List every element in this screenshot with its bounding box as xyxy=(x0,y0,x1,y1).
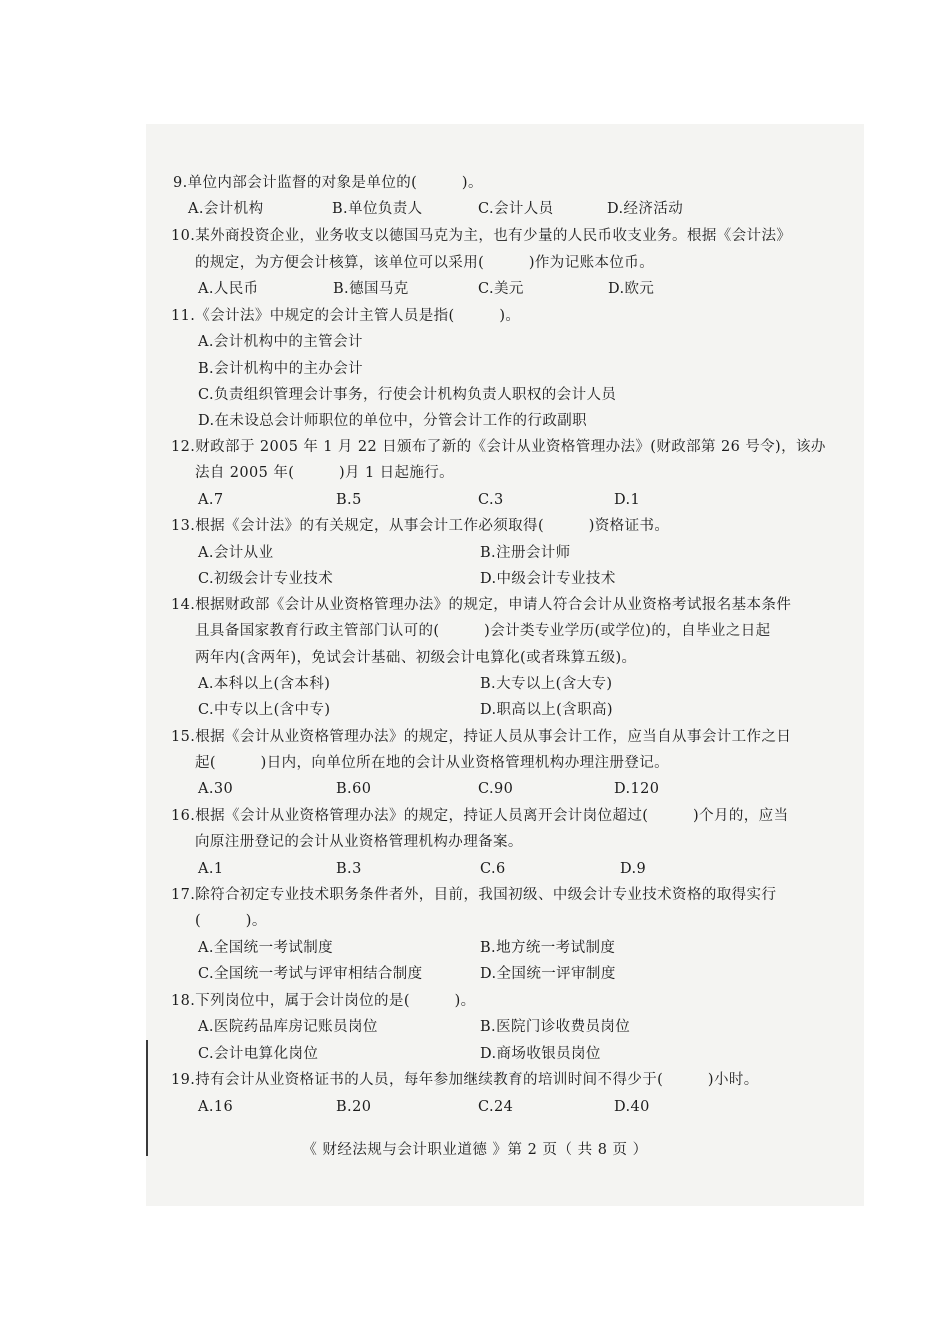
answer-option: A.16 xyxy=(198,1099,234,1115)
question-stem-line: 起( )日内，向单位所在地的会计从业资格管理机构办理注册登记。 xyxy=(195,755,670,771)
answer-option: D.9 xyxy=(620,861,647,877)
answer-option: B.大专以上(含大专) xyxy=(480,676,613,692)
question-stem-line: 18.下列岗位中，属于会计岗位的是( )。 xyxy=(171,993,476,1009)
answer-option: B.60 xyxy=(336,781,372,797)
question-stem-line: 16.根据《会计从业资格管理办法》的规定，持证人员离开会计岗位超过( )个月的，应当 xyxy=(171,808,789,824)
answer-option: B.5 xyxy=(336,492,362,508)
answer-option: B.医院门诊收费员岗位 xyxy=(480,1019,631,1035)
question-stem-line: 12.财政部于 2005 年 1 月 22 日颁布了新的《会计从业资格管理办法》(财政部第 26 号令)，该办 xyxy=(171,439,826,455)
answer-option: B.单位负责人 xyxy=(332,201,423,217)
question-stem-line: 14.根据财政部《会计从业资格管理办法》的规定，申请人符合会计从业资格考试报名基本条件 xyxy=(171,597,792,613)
question-stem-line: 9.单位内部会计监督的对象是单位的( )。 xyxy=(173,175,483,191)
question-stem-line: 19.持有会计从业资格证书的人员，每年参加继续教育的培训时间不得少于( )小时。 xyxy=(171,1072,759,1088)
answer-option: B.20 xyxy=(336,1099,372,1115)
answer-option: D.欧元 xyxy=(608,281,655,297)
question-stem-line: ( )。 xyxy=(195,913,267,929)
answer-option: A.会计从业 xyxy=(198,545,274,561)
answer-option: C.3 xyxy=(478,492,504,508)
answer-option: D.商场收银员岗位 xyxy=(480,1046,601,1062)
answer-option: C.全国统一考试与评审相结合制度 xyxy=(198,966,423,982)
answer-option: D.40 xyxy=(614,1099,650,1115)
answer-option: C.初级会计专业技术 xyxy=(198,571,334,587)
answer-option: A.医院药品库房记账员岗位 xyxy=(198,1019,378,1035)
answer-option: A.30 xyxy=(198,781,234,797)
answer-option: B.注册会计师 xyxy=(480,545,571,561)
answer-option: B.地方统一考试制度 xyxy=(480,940,616,956)
question-stem-line: 法自 2005 年( )月 1 日起施行。 xyxy=(195,465,455,481)
answer-option: D.经济活动 xyxy=(607,201,684,217)
answer-option: A.人民币 xyxy=(198,281,259,297)
answer-option: C.中专以上(含中专) xyxy=(198,702,331,718)
answer-option: D.120 xyxy=(614,781,660,797)
question-stem-line: 的规定，为方便会计核算，该单位可以采用( )作为记账本位币。 xyxy=(195,255,655,271)
question-stem-line: 两年内(含两年)，免试会计基础、初级会计电算化(或者珠算五级)。 xyxy=(195,650,637,666)
answer-option: A.7 xyxy=(198,492,224,508)
answer-option: C.美元 xyxy=(478,281,524,297)
question-stem-line: 且具备国家教育行政主管部门认可的( )会计类专业学历(或学位)的，自毕业之日起 xyxy=(195,623,771,639)
question-stem-line: 15.根据《会计从业资格管理办法》的规定，持证人员从事会计工作，应当自从事会计工作之日 xyxy=(171,729,792,745)
question-stem-line: 13.根据《会计法》的有关规定，从事会计工作必须取得( )资格证书。 xyxy=(171,518,670,534)
answer-option: D.职高以上(含职高) xyxy=(480,702,613,718)
answer-option: C.24 xyxy=(478,1099,514,1115)
answer-option: B.德国马克 xyxy=(333,281,409,297)
answer-option: D.中级会计专业技术 xyxy=(480,571,616,587)
answer-option: A.会计机构中的主管会计 xyxy=(198,334,363,350)
answer-option: D.1 xyxy=(614,492,641,508)
answer-option: C.会计电算化岗位 xyxy=(198,1046,319,1062)
answer-option: A.全国统一考试制度 xyxy=(198,940,334,956)
answer-option: D.在未设总会计师职位的单位中，分管会计工作的行政副职 xyxy=(198,413,588,429)
question-stem-line: 10.某外商投资企业，业务收支以德国马克为主，也有少量的人民币收支业务。根据《会计法》 xyxy=(171,228,792,244)
answer-option: A.本科以上(含本科) xyxy=(198,676,331,692)
answer-option: A.1 xyxy=(198,861,224,877)
answer-option: C.90 xyxy=(478,781,514,797)
answer-option: B.会计机构中的主办会计 xyxy=(198,361,364,377)
question-stem-line: 17.除符合初定专业技术职务条件者外，目前，我国初级、中级会计专业技术资格的取得实行 xyxy=(171,887,777,903)
answer-option: C.会计人员 xyxy=(478,201,554,217)
answer-option: D.全国统一评审制度 xyxy=(480,966,616,982)
answer-option: C.6 xyxy=(480,861,506,877)
page-footer: 《 财经法规与会计职业道德 》第 2 页（ 共 8 页 ） xyxy=(302,1142,648,1158)
question-stem-line: 11.《会计法》中规定的会计主管人员是指( )。 xyxy=(171,308,521,324)
answer-option: A.会计机构 xyxy=(188,201,264,217)
answer-option: B.3 xyxy=(336,861,362,877)
question-stem-line: 向原注册登记的会计从业资格管理机构办理备案。 xyxy=(195,834,523,850)
answer-option: C.负责组织管理会计事务，行使会计机构负责人职权的会计人员 xyxy=(198,387,617,403)
